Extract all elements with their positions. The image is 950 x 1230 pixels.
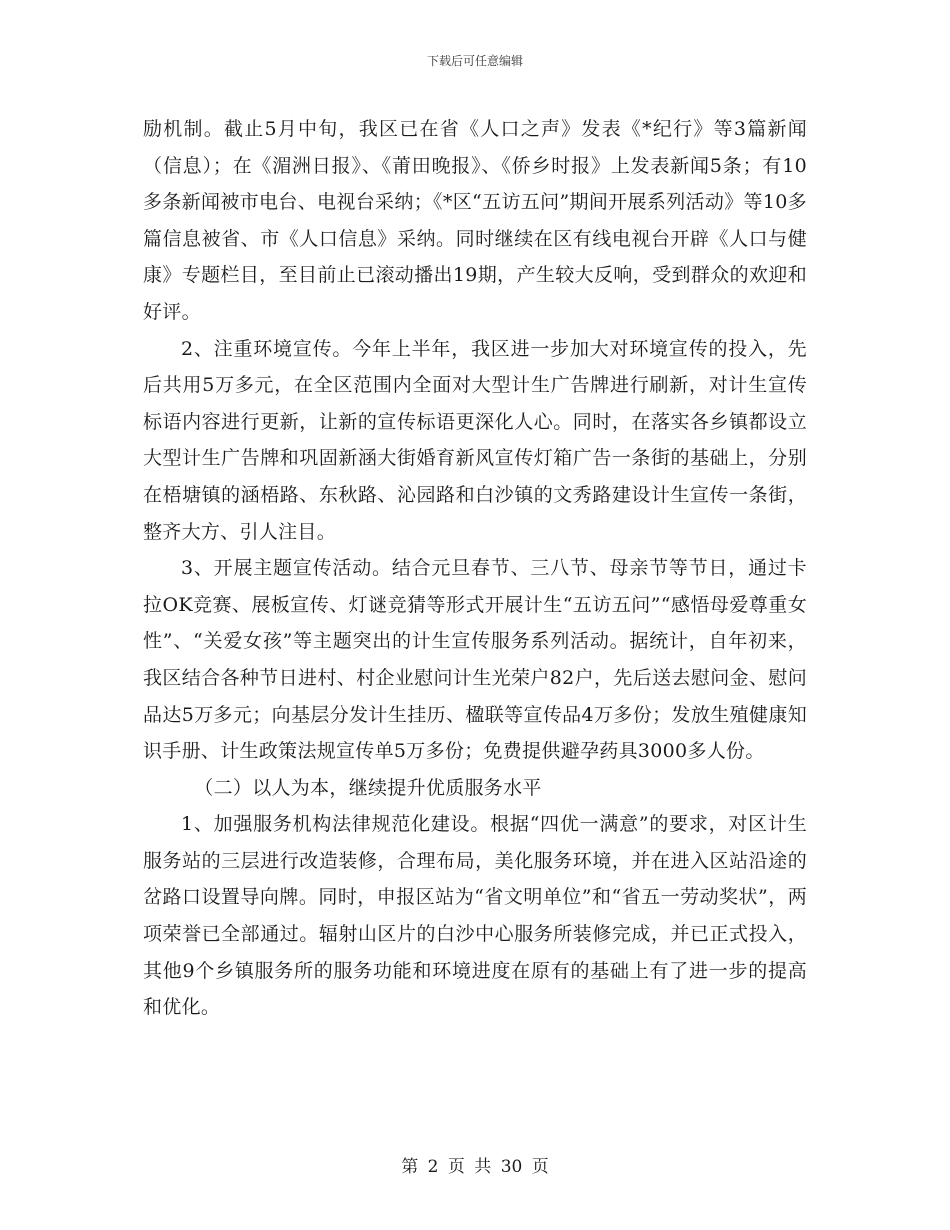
paragraph-continuation: 励机制。截止5月中旬，我区已在省《人口之声》发表《*纪行》等3篇新闻（信息）；在《湄洲日报》、《莆田晚报》、《侨乡时报》上发表新闻5条；有10多条新闻被市电台、电视台采纳；《*区“五访五问”期间开展系列活动》等10多篇信息被省、市《人口信息》采纳。同时继续在区有线电视台开辟《人口与健康》专题栏目，至目前止已滚动播出19期，产生较大反响，受到群众的欢迎和好评。 bbox=[143, 118, 807, 323]
document-body bbox=[143, 111, 807, 1026]
paragraph-theme-activities: 3、开展主题宣传活动。结合元旦春节、三八节、母亲节等节日，通过卡拉OK竞赛、展板宣传、灯谜竞猜等形式开展计生“五访五问”“感悟母爱尊重女性”、“关爱女孩”等主题突出的计生宣传服务系列活动。据统计，自年初来，我区结合各种节日进村、村企业慰问计生光荣户82户，先后送去慰问金、慰问品达5万多元；向基层分发计生挂历、楹联等宣传品4万多份；发放生殖健康知识手册、计生政策法规宣传单5万多份；免费提供避孕药具3000多人份。 bbox=[143, 557, 807, 763]
paragraph-service-institutions: 1、加强服务机构法律规范化建设。根据“四优一满意”的要求，对区计生服务站的三层进行改造装修，合理布局，美化服务环境，并在进入区站沿途的岔路口设置导向牌。同时，申报区站为“省文明单位”和“省五一劳动奖状”，两项荣誉已全部通过。辐射山区片的白沙中心服务所装修完成，并已正式投入，其他9个乡镇服务所的服务功能和环境进度在原有的基础上有了进一步的提高和优化。 bbox=[143, 813, 807, 1019]
page-header: 下载后可任意编辑 bbox=[426, 54, 523, 68]
section-heading: （二）以人为本，继续提升优质服务水平 bbox=[194, 776, 542, 799]
page-number: 第 2 页 共 30 页 bbox=[401, 1157, 549, 1177]
paragraph-environment-promotion: 2、注重环境宣传。今年上半年，我区进一步加大对环境宣传的投入，先后共用5万多元，在全区范围内全面对大型计生广告牌进行刷新，对计生宣传标语内容进行更新，让新的宣传标语更深化人心。同时，在落实各乡镇都设立大型计生广告牌和巩固新涵大街婚育新风宣传灯箱广告一条街的基础上，分别在梧塘镇的涵梧路、东秋路、沁园路和白沙镇的文秀路建设计生宣传一条街，整齐大方、引人注目。 bbox=[143, 337, 807, 543]
